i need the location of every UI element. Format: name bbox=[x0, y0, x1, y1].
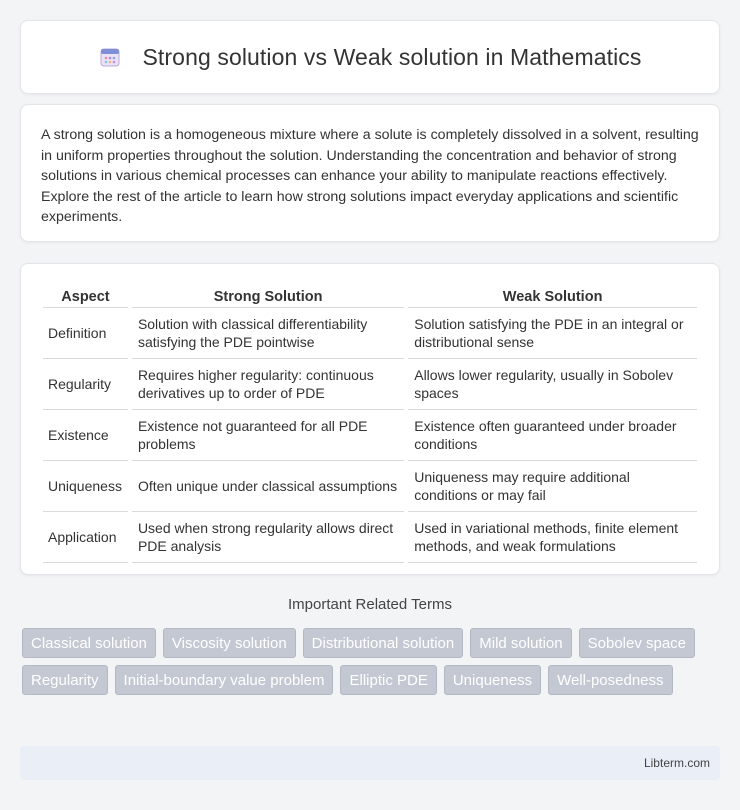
row-aspect: Regularity bbox=[43, 359, 128, 410]
row-weak: Solution satisfying the PDE in an integral or distributional sense bbox=[408, 308, 697, 359]
row-aspect: Uniqueness bbox=[43, 461, 128, 512]
row-aspect: Application bbox=[43, 512, 128, 563]
tag-classical-solution[interactable]: Classical solution bbox=[22, 628, 156, 658]
header-strong-solution: Strong Solution bbox=[132, 284, 404, 308]
table-row bbox=[43, 359, 697, 410]
row-strong: Often unique under classical assumptions bbox=[132, 461, 404, 512]
title-card bbox=[20, 20, 720, 94]
row-weak: Existence often guaranteed under broader conditions bbox=[408, 410, 697, 461]
row-strong: Existence not guaranteed for all PDE problems bbox=[132, 410, 404, 461]
calendar-icon bbox=[98, 45, 122, 69]
header-aspect: Aspect bbox=[43, 284, 128, 308]
tag-elliptic-pde[interactable]: Elliptic PDE bbox=[340, 665, 436, 695]
intro-card bbox=[20, 104, 720, 242]
tag-sobolev-space[interactable]: Sobolev space bbox=[579, 628, 695, 658]
tag-uniqueness[interactable]: Uniqueness bbox=[444, 665, 541, 695]
tag-initial-boundary-value-problem[interactable]: Initial-boundary value problem bbox=[115, 665, 334, 695]
tag-viscosity-solution[interactable]: Viscosity solution bbox=[163, 628, 296, 658]
row-strong: Solution with classical differentiability satisfying the PDE pointwise bbox=[132, 308, 404, 359]
tag-regularity[interactable]: Regularity bbox=[22, 665, 108, 695]
footer bbox=[20, 746, 720, 780]
table-row bbox=[43, 308, 697, 359]
footer-site-link[interactable]: Libterm.com bbox=[643, 756, 710, 770]
tag-distributional-solution[interactable]: Distributional solution bbox=[303, 628, 464, 658]
tag-mild-solution[interactable]: Mild solution bbox=[470, 628, 571, 658]
row-strong: Requires higher regularity: continuous derivatives up to order of PDE bbox=[132, 359, 404, 410]
page-title: Strong solution vs Weak solution in Mathematics bbox=[142, 43, 642, 70]
table-row bbox=[43, 410, 697, 461]
related-terms-list bbox=[22, 628, 722, 695]
table-row bbox=[43, 461, 697, 512]
table-row bbox=[43, 512, 697, 563]
tag-well-posedness[interactable]: Well-posedness bbox=[548, 665, 672, 695]
comparison-table-card bbox=[20, 263, 720, 575]
row-weak: Allows lower regularity, usually in Sobolev spaces bbox=[408, 359, 697, 410]
row-aspect: Definition bbox=[43, 308, 128, 359]
row-weak: Used in variational methods, finite element methods, and weak formulations bbox=[408, 512, 697, 563]
row-weak: Uniqueness may require additional conditions or may fail bbox=[408, 461, 697, 512]
comparison-table bbox=[39, 284, 701, 563]
intro-paragraph: A strong solution is a homogeneous mixture where a solute is completely dissolved in a solvent, resulting in uniform properties throughout the solution. Understanding the concentration and behavior of strong solutions in various chemical processes can enhance your ability to manipulate reactions effectively. Explore the rest of the article to learn how strong solutions impact everyday applications and scientific experiments. bbox=[41, 127, 699, 225]
header-weak-solution: Weak Solution bbox=[408, 284, 697, 308]
table-header-row bbox=[43, 284, 697, 308]
row-strong: Used when strong regularity allows direct PDE analysis bbox=[132, 512, 404, 563]
row-aspect: Existence bbox=[43, 410, 128, 461]
related-terms-title: Important Related Terms bbox=[288, 596, 452, 613]
